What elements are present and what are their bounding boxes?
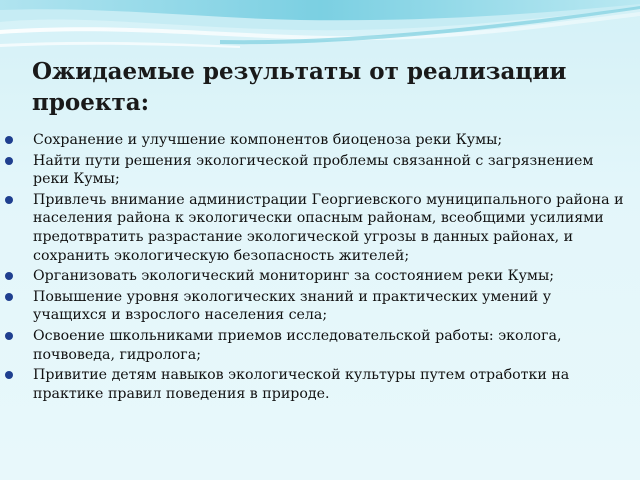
bullet-text: Сохранение и улучшение компонентов биоценоза реки Кумы; [33, 132, 503, 148]
bullet-item [33, 191, 629, 265]
bullet-item [33, 327, 629, 364]
bullet-item [33, 267, 629, 286]
round-bullet-icon [5, 272, 13, 280]
bullet-text: Повышение уровня экологических знаний и практических умений у учащихся и взрослого населения села; [33, 288, 552, 324]
bullet-text: Организовать экологический мониторинг за состоянием реки Кумы; [33, 268, 555, 285]
bullet-item [33, 131, 629, 150]
bullet-text: Найти пути решения экологической проблемы связанной с загрязнением реки Кумы; [33, 152, 594, 188]
round-bullet-icon [5, 293, 13, 301]
round-bullet-icon [5, 157, 13, 165]
round-bullet-icon [5, 136, 13, 144]
bullet-item [33, 366, 629, 403]
bullet-item [33, 152, 629, 189]
bullet-text: Освоение школьниками приемов исследовательской работы: эколога, почвоведа, гидролога; [33, 327, 562, 363]
round-bullet-icon [5, 196, 13, 204]
decorative-wave-header [0, 0, 640, 60]
bullet-text: Привлечь внимание администрации Георгиевского муниципального района и населения района к экологически опасным районам, всеобщими усилиями предотвратить разрастание экологической угрозы в данных районах, и сохранить экологическую безопасность жителей; [33, 191, 624, 264]
bullet-item [33, 288, 629, 325]
bullet-text: Привитие детям навыков экологической культуры путем отработки на практике правил поведения в природе. [33, 367, 570, 402]
round-bullet-icon [5, 332, 13, 340]
bullet-list [33, 131, 629, 405]
round-bullet-icon [5, 371, 13, 379]
slide-title: Ожидаемые результаты от реализации проекта: [32, 58, 567, 116]
